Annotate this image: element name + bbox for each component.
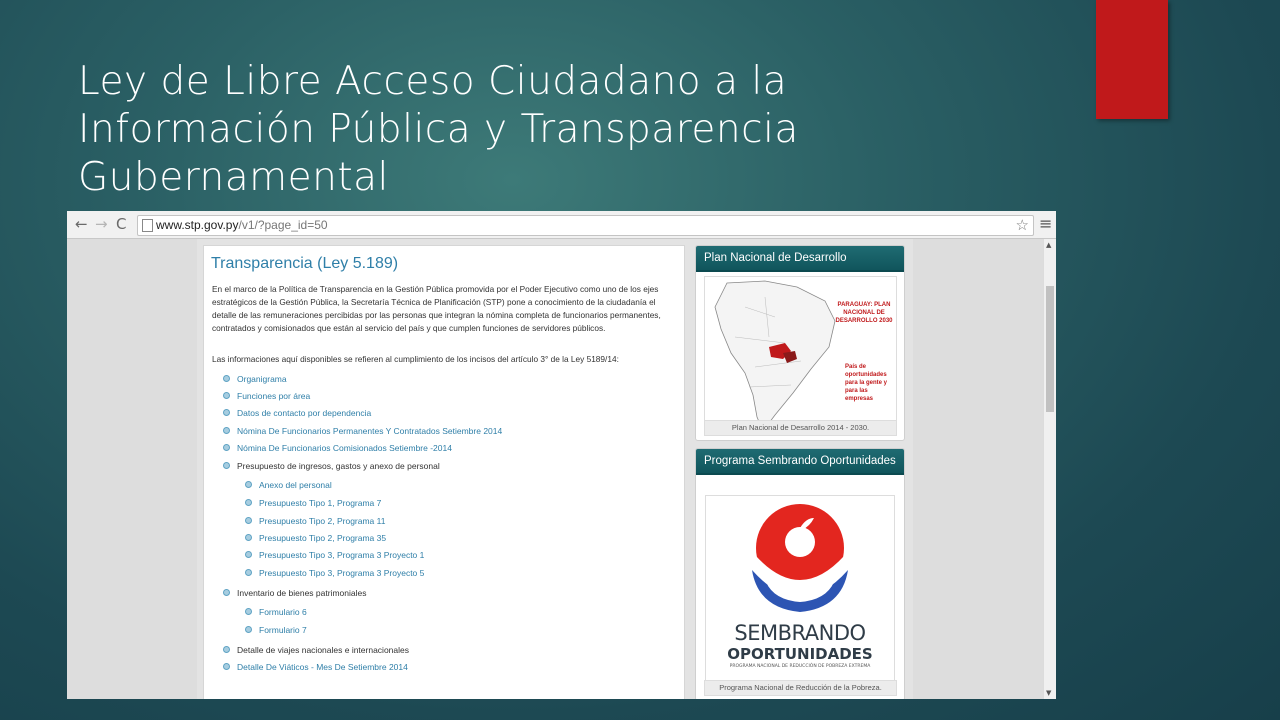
vertical-scrollbar[interactable] <box>1043 239 1056 699</box>
widget-sembrando-oportunidades <box>695 448 905 699</box>
pnd-map-title: PARAGUAY: PLAN NACIONAL DE DESARROLLO 2030 <box>835 302 893 324</box>
hamburger-menu-icon[interactable]: ≡ <box>1039 214 1053 233</box>
list-item-contacto[interactable]: Datos de contacto por dependencia <box>223 408 371 418</box>
page-content <box>197 239 913 699</box>
bullet-icon <box>245 534 252 541</box>
slide-title-line1: Ley de Libre Acceso Ciudadano a la <box>78 59 788 104</box>
widget-heading-pnd: Plan Nacional de Desarrollo <box>696 246 904 272</box>
bullet-icon <box>223 427 230 434</box>
list-item-viajes: Detalle de viajes nacionales e internacionales <box>223 645 409 655</box>
bullet-icon <box>245 517 252 524</box>
bullet-icon <box>245 569 252 576</box>
bullet-icon <box>223 392 230 399</box>
sub-item-tipo2-prog35[interactable]: Presupuesto Tipo 2, Programa 35 <box>245 533 386 543</box>
bullet-icon <box>245 499 252 506</box>
pnd-map-slogan: País de oportunidades para la gente y para las empresas <box>845 364 888 402</box>
reload-icon[interactable]: C <box>116 215 127 233</box>
logo-text-programa: PROGRAMA NACIONAL DE REDUCCIÓN DE POBREZA EXTREMA <box>729 664 871 669</box>
url-domain: www.stp.gov.py <box>156 218 239 232</box>
list-item-viaticos[interactable]: Detalle De Viáticos - Mes De Setiembre 2014 <box>223 662 408 672</box>
address-bar[interactable] <box>137 215 1034 236</box>
caption-pso: Programa Nacional de Reducción de la Pobreza. <box>704 680 897 696</box>
scroll-up-icon[interactable]: ▲ <box>1046 241 1052 249</box>
back-arrow-icon[interactable]: ← <box>75 215 88 233</box>
bullet-icon <box>245 608 252 615</box>
browser-toolbar <box>67 211 1056 239</box>
logo-text-sembrando: SEMBRANDO <box>734 621 866 645</box>
widget-plan-nacional <box>695 245 905 441</box>
logo-text-oportunidades: OPORTUNIDADES <box>727 645 873 663</box>
sub-item-tipo2-prog11[interactable]: Presupuesto Tipo 2, Programa 11 <box>245 516 385 526</box>
scroll-down-icon[interactable]: ▼ <box>1046 689 1052 697</box>
sembrando-logo-icon <box>706 496 894 616</box>
sub-item-tipo1-prog7[interactable]: Presupuesto Tipo 1, Programa 7 <box>245 498 381 508</box>
bullet-icon <box>223 589 230 596</box>
sub-item-tipo3-proy5[interactable]: Presupuesto Tipo 3, Programa 3 Proyecto 5 <box>245 568 424 578</box>
list-item-nomina-permanentes[interactable]: Nómina De Funcionarios Permanentes Y Contratados Setiembre 2014 <box>223 426 502 436</box>
accent-rectangle <box>1096 0 1168 119</box>
article-intro: En el marco de la Política de Transparencia en la Gestión Pública promovida por el Poder Ejecutivo como uno de los ejes estratégicos de la Gestión Pública, la Secretaría Técnica de Planificación (STP) pone a conocimiento de la ciudadanía el detalle de las remuneraciones percibidas por las personas que integran la nómina completa de funcionarios permanentes, contratados y comisionados que están al servicio del país y que cumplen funciones de servidores públicos. <box>212 284 661 333</box>
url-path: /v1/?page_id=50 <box>238 218 328 232</box>
bullet-icon <box>223 663 230 670</box>
slide-title-line3: Gubernamental <box>78 155 389 200</box>
list-item-nomina-comisionados[interactable]: Nómina De Funcionarios Comisionados Setiembre -2014 <box>223 443 452 453</box>
list-item-organigrama[interactable]: Organigrama <box>223 374 287 384</box>
bullet-icon <box>223 462 230 469</box>
slide-title-line2: Información Pública y Transparencia <box>78 107 799 152</box>
slide-title <box>78 58 1068 202</box>
sub-item-formulario7[interactable]: Formulario 7 <box>245 625 307 635</box>
article-title: Transparencia (Ley 5.189) <box>211 255 399 272</box>
sub-item-formulario6[interactable]: Formulario 6 <box>245 607 307 617</box>
forward-arrow-icon[interactable]: → <box>95 215 108 233</box>
bullet-icon <box>223 646 230 653</box>
caption-pnd: Plan Nacional de Desarrollo 2014 - 2030. <box>704 420 897 436</box>
browser-screenshot <box>67 211 1056 699</box>
bullet-icon <box>245 551 252 558</box>
bullet-icon <box>245 626 252 633</box>
scroll-thumb[interactable] <box>1046 286 1054 412</box>
sub-item-anexo[interactable]: Anexo del personal <box>245 480 332 490</box>
page-icon <box>142 219 153 232</box>
pnd-map-image[interactable] <box>704 276 897 436</box>
url-text[interactable] <box>156 218 328 232</box>
bullet-icon <box>223 409 230 416</box>
star-icon[interactable]: ☆ <box>1015 216 1029 234</box>
list-item-inventario: Inventario de bienes patrimoniales <box>223 588 366 598</box>
widget-heading-pso: Programa Sembrando Oportunidades <box>696 449 904 475</box>
sub-item-tipo3-proy1[interactable]: Presupuesto Tipo 3, Programa 3 Proyecto 1 <box>245 550 424 560</box>
sembrando-logo-image[interactable] <box>705 495 895 681</box>
bullet-icon <box>245 481 252 488</box>
article-intro-2: Las informaciones aquí disponibles se refieren al cumplimiento de los incisos del artículo 3° de la Ley 5189/14: <box>212 354 619 364</box>
bullet-icon <box>223 375 230 382</box>
bullet-icon <box>223 444 230 451</box>
main-article <box>203 245 685 699</box>
list-item-presupuesto: Presupuesto de ingresos, gastos y anexo de personal <box>223 461 440 471</box>
list-item-funciones[interactable]: Funciones por área <box>223 391 310 401</box>
